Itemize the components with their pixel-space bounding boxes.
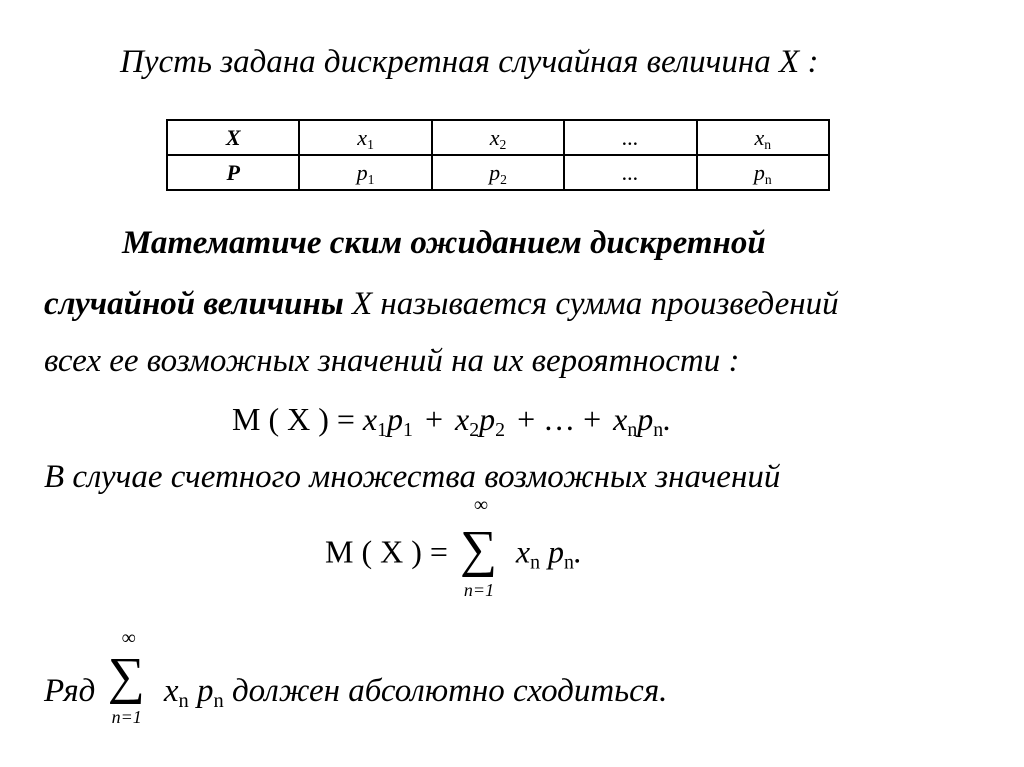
- page-title: Пусть задана дискретная случайная величина X :: [120, 44, 819, 80]
- table-cell: $x_2$: [432, 120, 564, 155]
- sum-symbol: ∞ ∑ n=1: [459, 494, 497, 600]
- sum-symbol: ∞ ∑ n=1: [107, 627, 145, 727]
- table-cell: $x_1$: [299, 120, 431, 155]
- table-row-p: [167, 155, 829, 190]
- table-cell: $p_2$: [432, 155, 564, 190]
- formula-lhs: M ( X ) =: [232, 401, 355, 437]
- series-formula: M ( X ) = ∞ ∑ n=1 $x_n$ $p_n$.: [325, 494, 582, 600]
- table-row-x: [167, 120, 829, 155]
- definition-line-1: Математиче ским ожиданием дискретной: [122, 225, 766, 261]
- table-cell: ...: [564, 155, 696, 190]
- table-header-x: X: [167, 120, 299, 155]
- convergence-line: Ряд ∞ ∑ n=1 $x_n$ $p_n$ должен абсолютно сходиться.: [44, 627, 668, 727]
- definition-rest: называется сумма произведений: [380, 286, 839, 322]
- definition-line-2: [44, 286, 839, 323]
- table-cell: ...: [564, 120, 696, 155]
- table-cell: $x_n$: [697, 120, 829, 155]
- table-header-p: P: [167, 155, 299, 190]
- formula-lhs: M ( X ) =: [325, 533, 448, 570]
- table-cell: $p_n$: [697, 155, 829, 190]
- expectation-formula: M ( X ) = $x_1p_1 + x_2p_2$ + … + $x_np_n$.: [232, 401, 672, 441]
- table-cell: $p_1$: [299, 155, 431, 190]
- definition-line-3: всех ее возможных значений на их вероятности :: [44, 343, 740, 379]
- variable-x: X: [352, 286, 373, 322]
- distribution-table: [166, 119, 830, 191]
- countable-line: В случае счетного множества возможных значений: [44, 459, 781, 495]
- definition-term: случайной величины: [44, 286, 344, 322]
